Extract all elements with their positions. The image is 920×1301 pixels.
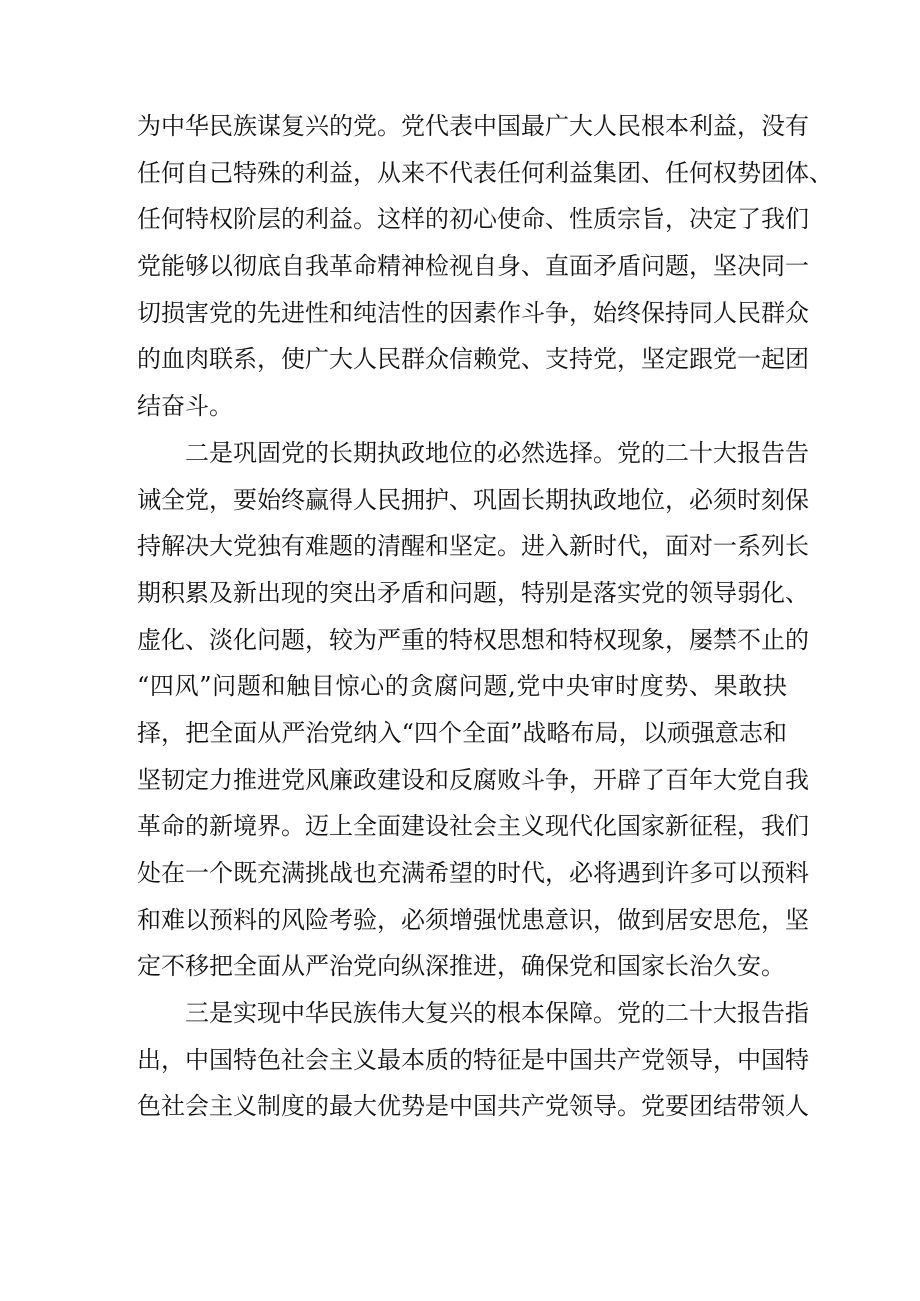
text-line: 处在一个既充满挑战也充满希望的时代，必将遇到许多可以预料 [137,859,809,887]
text-line: 持解决大党独有难题的清醒和坚定。进入新时代，面对一系列长 [137,532,809,561]
text-line: 任何特权阶层的利益。这样的初心使命、性质宗旨，决定了我们 [137,205,809,234]
text-line: 择，把全面从严治党纳入“四个全面”战略布局，以顽强意志和 [137,718,787,747]
document-body [137,103,833,1130]
text-line: 结奋斗。 [137,392,233,421]
text-line: 三是实现中华民族伟大复兴的根本保障。党的二十大报告指 [185,999,809,1028]
text-line: 虚化、淡化问题，较为严重的特权思想和特权现象，屡禁不止的 [137,625,809,654]
text-line: 的血肉联系，使广大人民群众信赖党、支持党，坚定跟党一起团 [137,345,809,374]
text-line: 切损害党的先进性和纯洁性的因素作斗争，始终保持同人民群众 [137,298,809,327]
text-line: 革命的新境界。迈上全面建设社会主义现代化国家新征程，我们 [137,812,809,841]
text-line: 二是巩固党的长期执政地位的必然选择。党的二十大报告告 [185,438,809,467]
text-line: 和难以预料的风险考验，必须增强忧患意识，做到居安思危，坚 [137,905,809,934]
text-line: 色社会主义制度的最大优势是中国共产党领导。党要团结带领人 [137,1092,809,1121]
text-line: 为中华民族谋复兴的党。党代表中国最广大人民根本利益，没有 [137,112,809,140]
text-line: 诫全党，要始终赢得人民拥护、巩固长期执政地位，必须时刻保 [137,485,809,514]
text-line: 坚韧定力推进党风廉政建设和反腐败斗争，开辟了百年大党自我 [137,765,809,794]
text-line: 出，中国特色社会主义最本质的特征是中国共产党领导，中国特 [137,1045,809,1074]
text-line: 任何自己特殊的利益，从来不代表任何利益集团、任何权势团体、 [137,158,833,187]
text-line: 期积累及新出现的突出矛盾和问题，特别是落实党的领导弱化、 [137,578,809,607]
text-line: 党能够以彻底自我革命精神检视自身、直面矛盾问题，坚决同一 [137,252,809,281]
text-line: 定不移把全面从严治党向纵深推进，确保党和国家长治久安。 [137,952,785,981]
text-line: “四风”问题和触目惊心的贪腐问题,党中央审时度势、果敢抉 [137,672,787,701]
